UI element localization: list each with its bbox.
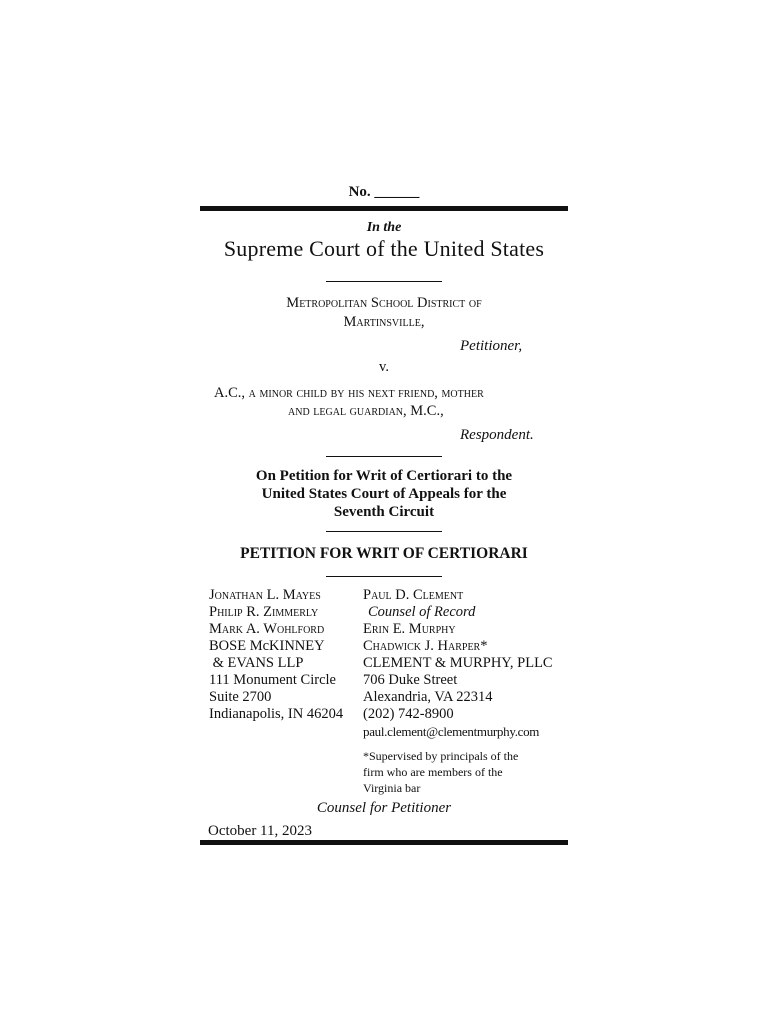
address-street: 111 Monument Circle: [209, 672, 336, 688]
firm-name: CLEMENT & MURPHY, PLLC: [363, 655, 553, 671]
case-number: No. ______: [348, 184, 420, 200]
caption-line-2: United States Court of Appeals for the: [261, 486, 507, 502]
counsel-right-column: [363, 587, 553, 796]
court-name: Supreme Court of the United States: [223, 236, 545, 261]
counsel-of-record-name: Paul D. Clement: [363, 587, 464, 603]
top-thick-rule: [200, 206, 568, 211]
firm-phone: (202) 742-8900: [363, 706, 454, 722]
counsel-name: Chadwick J. Harper*: [363, 638, 488, 654]
address-city: Indianapolis, IN 46204: [209, 706, 344, 722]
respondent-role: Respondent.: [460, 427, 534, 443]
respondent-line-2: [288, 403, 444, 420]
filing-date: October 11, 2023: [208, 823, 313, 839]
bottom-thick-rule: [200, 840, 568, 845]
divider-rule-1: [326, 281, 442, 282]
respondent-initials-2: M.C.,: [410, 403, 444, 419]
divider-rule-2: [326, 456, 442, 457]
respondent-description-1: a minor child by his next friend, mother: [248, 385, 484, 401]
petition-caption: [200, 467, 568, 521]
court-prefix: In the: [366, 220, 402, 235]
counsel-of-record-label: Counsel of Record: [368, 604, 476, 620]
counsel-name: Jonathan L. Mayes: [209, 587, 321, 603]
counsel-name: Erin E. Murphy: [363, 621, 456, 637]
footnote-line: firm who are members of the: [363, 765, 503, 779]
versus: v.: [379, 359, 389, 375]
respondent-initials-1: A.C.,: [214, 385, 246, 401]
counsel-name: Philip R. Zimmerly: [209, 604, 319, 620]
divider-rule-4: [326, 576, 442, 577]
firm-name-line-1: BOSE McKINNEY: [209, 638, 325, 654]
counsel-for-petitioner: Counsel for Petitioner: [316, 800, 452, 816]
respondent-line-1: [214, 385, 484, 402]
footnote-line: Virginia bar: [363, 781, 421, 795]
petitioner-line-1: Metropolitan School District of: [286, 295, 482, 311]
firm-city: Alexandria, VA 22314: [363, 689, 493, 705]
caption-line-3: Seventh Circuit: [333, 504, 435, 520]
supervision-footnote: [363, 748, 553, 796]
divider-rule-3: [326, 531, 442, 532]
petitioner-role: Petitioner,: [460, 338, 523, 354]
respondent-description-2: and legal guardian,: [288, 403, 407, 419]
footnote-line: *Supervised by principals of the: [363, 749, 519, 763]
counsel-name: Mark A. Wohlford: [209, 621, 325, 637]
caption-line-1: On Petition for Writ of Certiorari to the: [255, 468, 513, 484]
counsel-left-column: [209, 587, 343, 723]
address-suite: Suite 2700: [209, 689, 272, 705]
firm-email: paul.clement@clementmurphy.com: [363, 724, 540, 739]
document-title: PETITION FOR WRIT OF CERTIORARI: [240, 545, 528, 562]
firm-street: 706 Duke Street: [363, 672, 458, 688]
firm-name-line-2: & EVANS LLP: [209, 655, 304, 671]
petitioner-line-2: Martinsville,: [343, 314, 425, 330]
